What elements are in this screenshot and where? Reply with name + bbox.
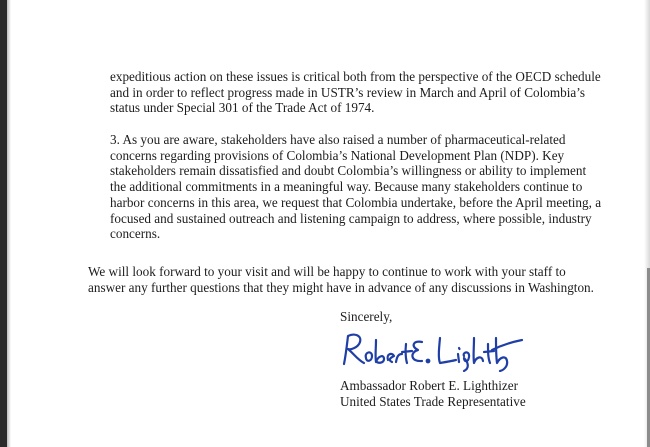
closing-salutation: Sincerely, (340, 309, 393, 324)
text-line: expeditious action on these issues is critical both from the perspective of the OECD schedule (110, 69, 601, 84)
paragraph-item-3 (110, 132, 601, 242)
paragraph-continuation (110, 69, 601, 116)
signer-name: Ambassador Robert E. Lighthizer (340, 378, 518, 393)
text-line: status under Special 301 of the Trade Act of 1974. (110, 100, 375, 116)
text-line: and in order to reflect progress made in USTR’s review in March and April of Colombia’s (110, 84, 586, 100)
text-line: stakeholders remain dissatisfied and doubt Colombia’s willingness or ability to implement (110, 163, 587, 179)
text-line: the additional commitments in a meaningful way. Because many stakeholders continue to (110, 179, 583, 195)
paragraph-closing-remarks (88, 264, 594, 295)
text-line: answer any further questions that they might have in advance of any discussions in Washington. (88, 279, 594, 295)
handwritten-signature (336, 330, 526, 372)
text-line: 3. As you are aware, stakeholders have also raised a number of pharmaceutical-related (110, 132, 566, 147)
signer-title: United States Trade Representative (340, 394, 526, 409)
left-scan-border (0, 0, 7, 447)
text-line: concerns regarding provisions of Colombia’s National Development Plan (NDP). Key (110, 147, 565, 163)
signature-block (340, 378, 526, 410)
text-line: concerns. (110, 226, 161, 242)
text-line: focused and sustained outreach and listening campaign to address, where possible, industry (110, 210, 592, 226)
text-line: harbor concerns in this area, we request that Colombia undertake, before the April meeting, a (110, 194, 602, 210)
left-scan-shadow (7, 0, 11, 447)
text-line: We will look forward to your visit and will be happy to continue to work with your staff to (88, 264, 566, 279)
